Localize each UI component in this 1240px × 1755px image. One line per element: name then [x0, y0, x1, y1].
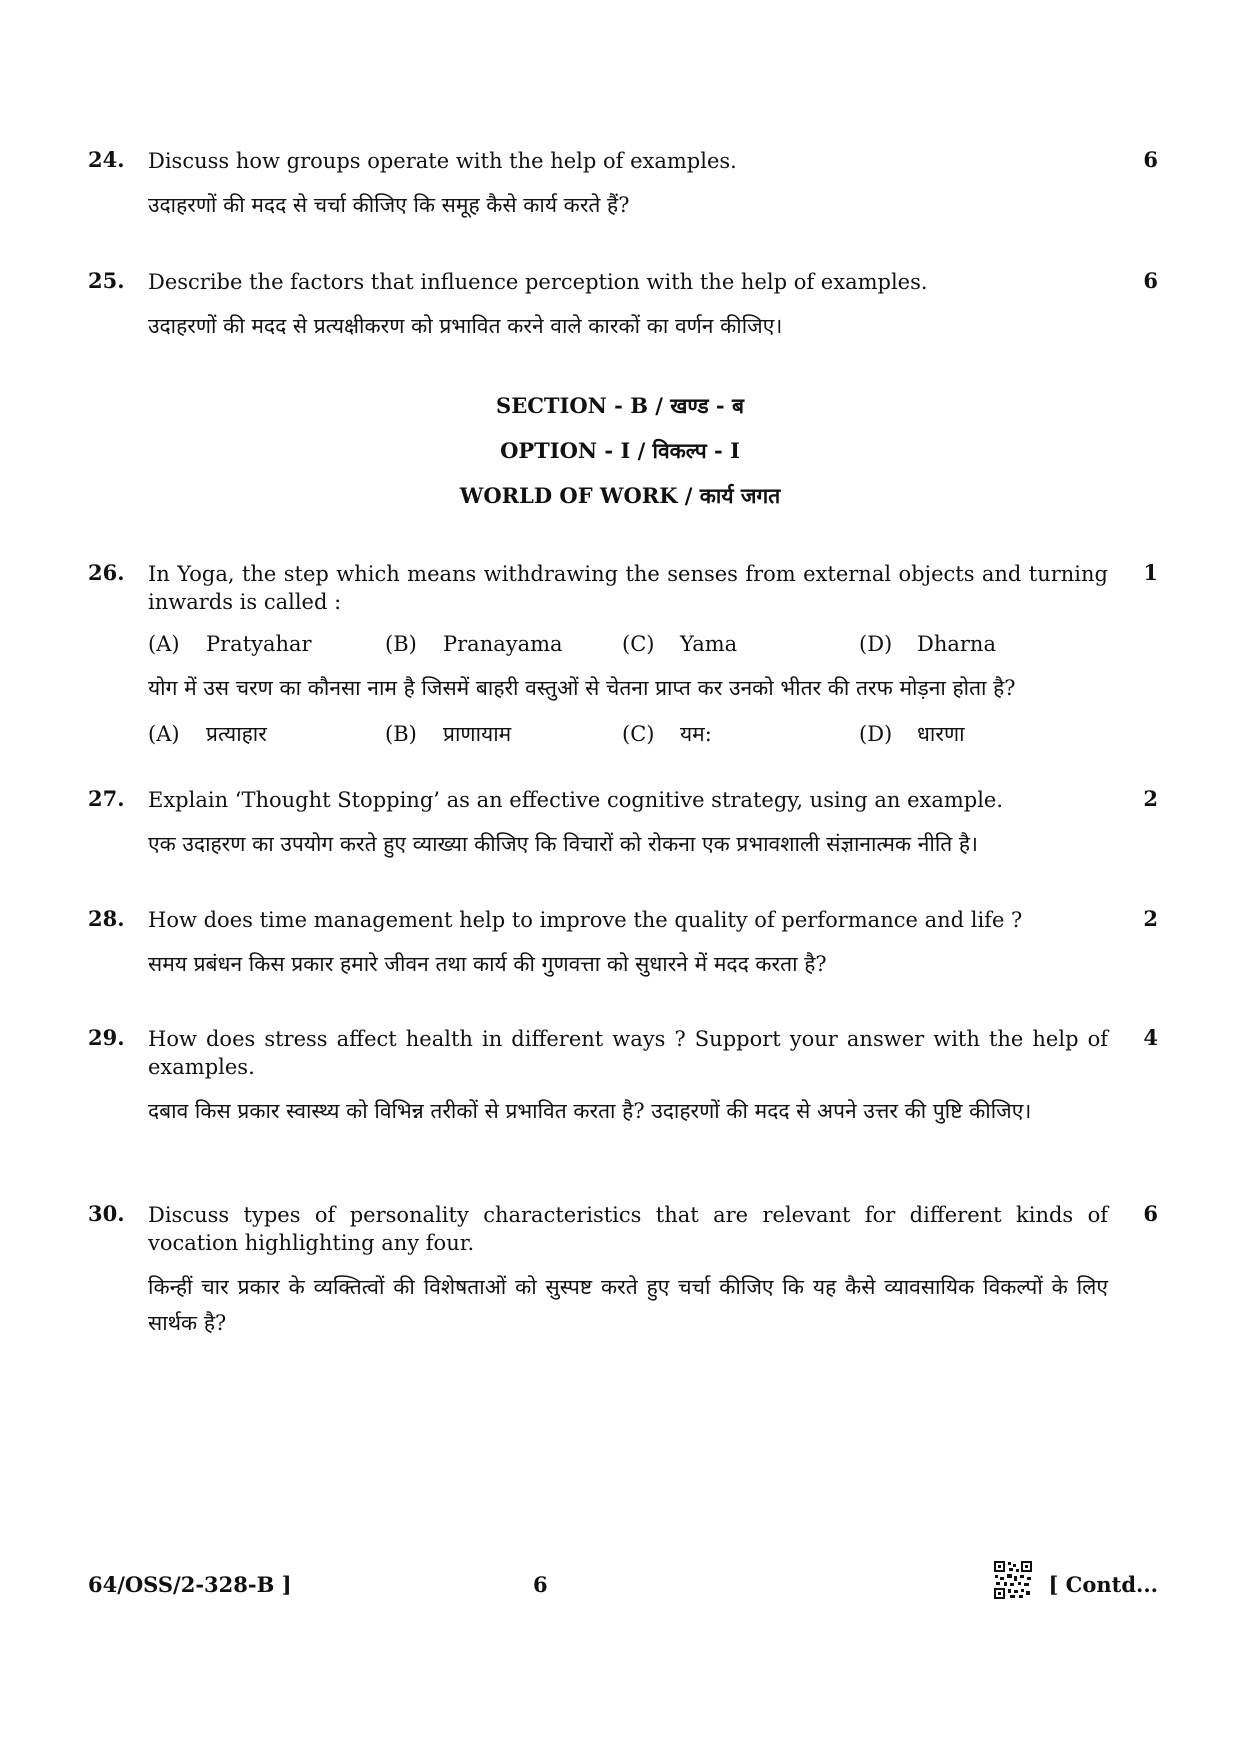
question-28: [88, 906, 1158, 982]
option-letter: (C): [622, 722, 655, 746]
question-30: [88, 1201, 1158, 1341]
question-marks: 2: [1143, 906, 1158, 931]
question-number: 28.: [88, 906, 125, 931]
question-text: Describe the factors that influence perception with the help of examples.: [148, 270, 928, 294]
option-a-hindi: [148, 720, 385, 748]
question-25: [88, 268, 1158, 344]
option-letter: (A): [148, 632, 180, 656]
option-text: Dharna: [917, 632, 996, 656]
question-number: 24.: [88, 147, 125, 172]
question-text-hindi: एक उदाहरण का उपयोग करते हुए व्याख्या कीजिए कि विचारों को रोकना एक प्रभावशाली संज्ञानात्मक नीति है।: [148, 832, 979, 856]
topic-heading: WORLD OF WORK / कार्य जगत: [459, 483, 781, 508]
question-text: Discuss types of personality characteristics that are relevant for different kinds of vocation highlighting any four.: [148, 1203, 1108, 1255]
option-letter: (D): [859, 632, 893, 656]
question-marks: 1: [1143, 560, 1158, 585]
question-26: [88, 560, 1158, 748]
question-text: How does stress affect health in different ways ? Support your answer with the help of examples.: [148, 1027, 1108, 1079]
question-27: [88, 786, 1158, 862]
question-text: Explain ‘Thought Stopping’ as an effective cognitive strategy, using an example.: [148, 788, 1004, 812]
option-b-hindi: [385, 720, 622, 748]
question-text-hindi: दबाव किस प्रकार स्वास्थ्य को विभिन्न तरीकों से प्रभावित करता है? उदाहरणों की मदद से अपने उत्तर की पुष्टि कीजिए।: [148, 1099, 1032, 1123]
option-text: धारणा: [917, 722, 965, 746]
question-29: [88, 1025, 1158, 1129]
option-letter: (B): [385, 722, 417, 746]
question-text: How does time management help to improve the quality of performance and life ?: [148, 908, 1023, 932]
page-number: 6: [533, 1572, 548, 1597]
option-text: प्राणायाम: [443, 722, 512, 746]
question-marks: 6: [1143, 1201, 1158, 1226]
question-text: Discuss how groups operate with the help of examples.: [148, 149, 737, 173]
continued-marker: [ Contd...: [1048, 1572, 1158, 1597]
option-a: [148, 630, 385, 658]
option-b: [385, 630, 622, 658]
options-hindi: [148, 720, 1158, 748]
option-text: Yama: [680, 632, 738, 656]
question-text-hindi: किन्हीं चार प्रकार के व्यक्तित्वों की विशेषताओं को सुस्पष्ट करते हुए चर्चा कीजिए कि यह कैसे व्यावसायिक विकल्पों के लिए सार्थक है?: [148, 1275, 1108, 1335]
question-text-hindi: उदाहरणों की मदद से प्रत्यक्षीकरण को प्रभावित करने वाले कारकों का वर्णन कीजिए।: [148, 314, 783, 338]
question-number: 29.: [88, 1025, 125, 1050]
question-text-hindi: समय प्रबंधन किस प्रकार हमारे जीवन तथा कार्य की गुणवत्ता को सुधारने में मदद करता है?: [148, 952, 827, 976]
question-24: [88, 147, 1158, 223]
section-heading: SECTION - B / खण्ड - ब: [496, 393, 744, 418]
option-c: [622, 630, 859, 658]
option-text: प्रत्याहार: [206, 722, 267, 746]
option-letter: (B): [385, 632, 417, 656]
question-number: 27.: [88, 786, 125, 811]
question-number: 30.: [88, 1201, 125, 1226]
option-heading: OPTION - I / विकल्प - I: [500, 438, 740, 463]
qr-code-icon: [993, 1560, 1033, 1600]
question-marks: 4: [1143, 1025, 1158, 1050]
question-number: 26.: [88, 560, 125, 585]
question-text: In Yoga, the step which means withdrawing the senses from external objects and turning inwards is called :: [148, 562, 1108, 614]
option-text: Pratyahar: [206, 632, 312, 656]
option-letter: (A): [148, 722, 180, 746]
options-english: [148, 630, 1158, 658]
option-text: Pranayama: [443, 632, 563, 656]
option-letter: (C): [622, 632, 655, 656]
question-marks: 2: [1143, 786, 1158, 811]
option-c-hindi: [622, 720, 859, 748]
question-marks: 6: [1143, 268, 1158, 293]
question-text-hindi: योग में उस चरण का कौनसा नाम है जिसमें बाहरी वस्तुओं से चेतना प्राप्त कर उनको भीतर की तरफ मोड़ना होता है?: [148, 676, 1016, 700]
question-marks: 6: [1143, 147, 1158, 172]
option-letter: (D): [859, 722, 893, 746]
paper-code: 64/OSS/2-328-B ]: [88, 1572, 292, 1597]
option-d: [859, 630, 1096, 658]
question-number: 25.: [88, 268, 125, 293]
option-text: यम:: [680, 722, 712, 746]
question-text-hindi: उदाहरणों की मदद से चर्चा कीजिए कि समूह कैसे कार्य करते हैं?: [148, 193, 630, 217]
option-d-hindi: [859, 720, 1096, 748]
page-footer: [88, 1560, 1158, 1610]
